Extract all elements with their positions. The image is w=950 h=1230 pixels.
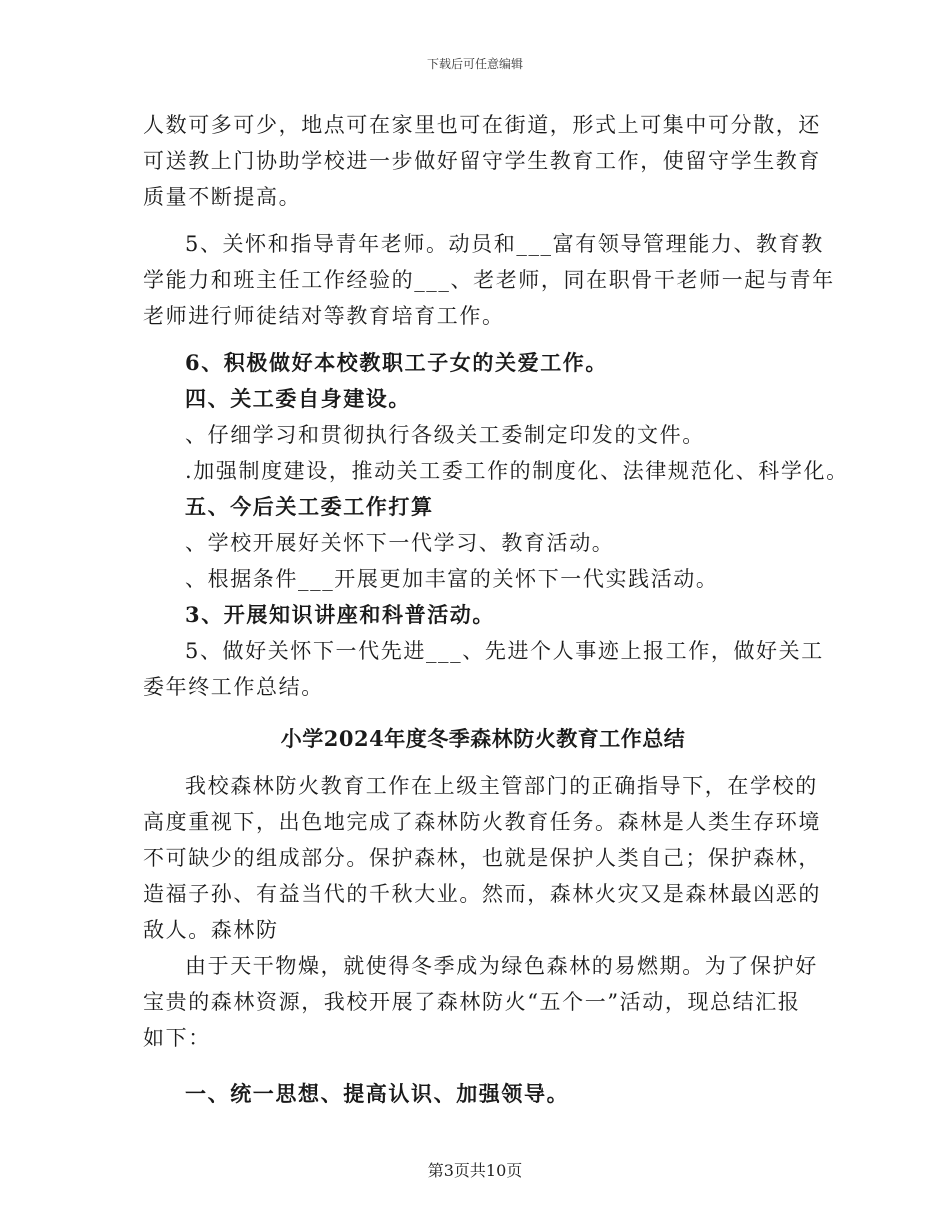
- text-line: 我校森林防火教育工作在上级主管部门的正确指导下，在学校的: [185, 774, 818, 798]
- text-line: 委年终工作总结。: [143, 675, 324, 699]
- section-title: 小学2024年度冬季森林防火教育工作总结: [280, 726, 686, 751]
- text-line: 宝贵的森林资源，我校开展了森林防火“五个一”活动，现总结汇报: [143, 990, 801, 1014]
- text-line: 如下：: [143, 1026, 211, 1050]
- document-body: [143, 107, 849, 1112]
- text-line: 敌人。森林防: [143, 918, 279, 942]
- list-item: 、仔细学习和贯彻执行各级关工委制定印发的文件。: [185, 423, 705, 447]
- page-number: 第3页共10页: [427, 1161, 523, 1180]
- paragraph: [143, 107, 823, 215]
- paragraph: [143, 633, 823, 705]
- list-item: 、学校开展好关怀下一代学习、教育活动。: [185, 531, 615, 555]
- section-heading: 五、今后关工委工作打算: [185, 494, 434, 519]
- section-heading: 一、统一思想、提高认识、加强领导。: [185, 1081, 570, 1106]
- page-header: 下载后可任意编辑: [426, 57, 523, 71]
- section-heading: 四、关工委自身建设。: [185, 386, 411, 411]
- text-line: 学能力和班主任工作经验的___、老老师，同在职骨干老师一起与青年: [143, 268, 835, 292]
- text-line: 5、做好关怀下一代先进___、先进个人事迹上报工作，做好关工: [185, 639, 824, 663]
- text-line: 不可缺少的组成部分。保护森林，也就是保护人类自己；保护森林，: [143, 846, 821, 870]
- text-line: 由于天干物燥，就使得冬季成为绿色森林的易燃期。为了保护好: [185, 954, 818, 978]
- text-line: 造福子孙、有益当代的千秋大业。然而，森林火灾又是森林最凶恶的: [143, 882, 821, 906]
- text-line: 5、关怀和指导青年老师。动员和___富有领导管理能力、教育教: [185, 232, 824, 256]
- paragraph: [143, 226, 835, 334]
- paragraph: [143, 768, 823, 948]
- list-item: .加强制度建设，推动关工委工作的制度化、法律规范化、科学化。: [185, 459, 849, 483]
- list-item: 、根据条件___开展更加丰富的关怀下一代实践活动。: [185, 567, 719, 591]
- text-line: 高度重视下，出色地完成了森林防火教育任务。森林是人类生存环境: [143, 810, 821, 834]
- text-line: 人数可多可少，地点可在家里也可在街道，形式上可集中可分散，还: [143, 113, 821, 137]
- text-line: 老师进行师徒结对等教育培育工作。: [143, 304, 505, 328]
- bold-item: 3、开展知识讲座和科普活动。: [185, 602, 496, 627]
- bold-item: 6、积极做好本校教职工子女的关爱工作。: [185, 350, 609, 375]
- paragraph: [143, 948, 823, 1056]
- text-line: 质量不断提高。: [143, 185, 302, 209]
- text-line: 可送教上门协助学校进一步做好留守学生教育工作，使留守学生教育: [143, 149, 821, 173]
